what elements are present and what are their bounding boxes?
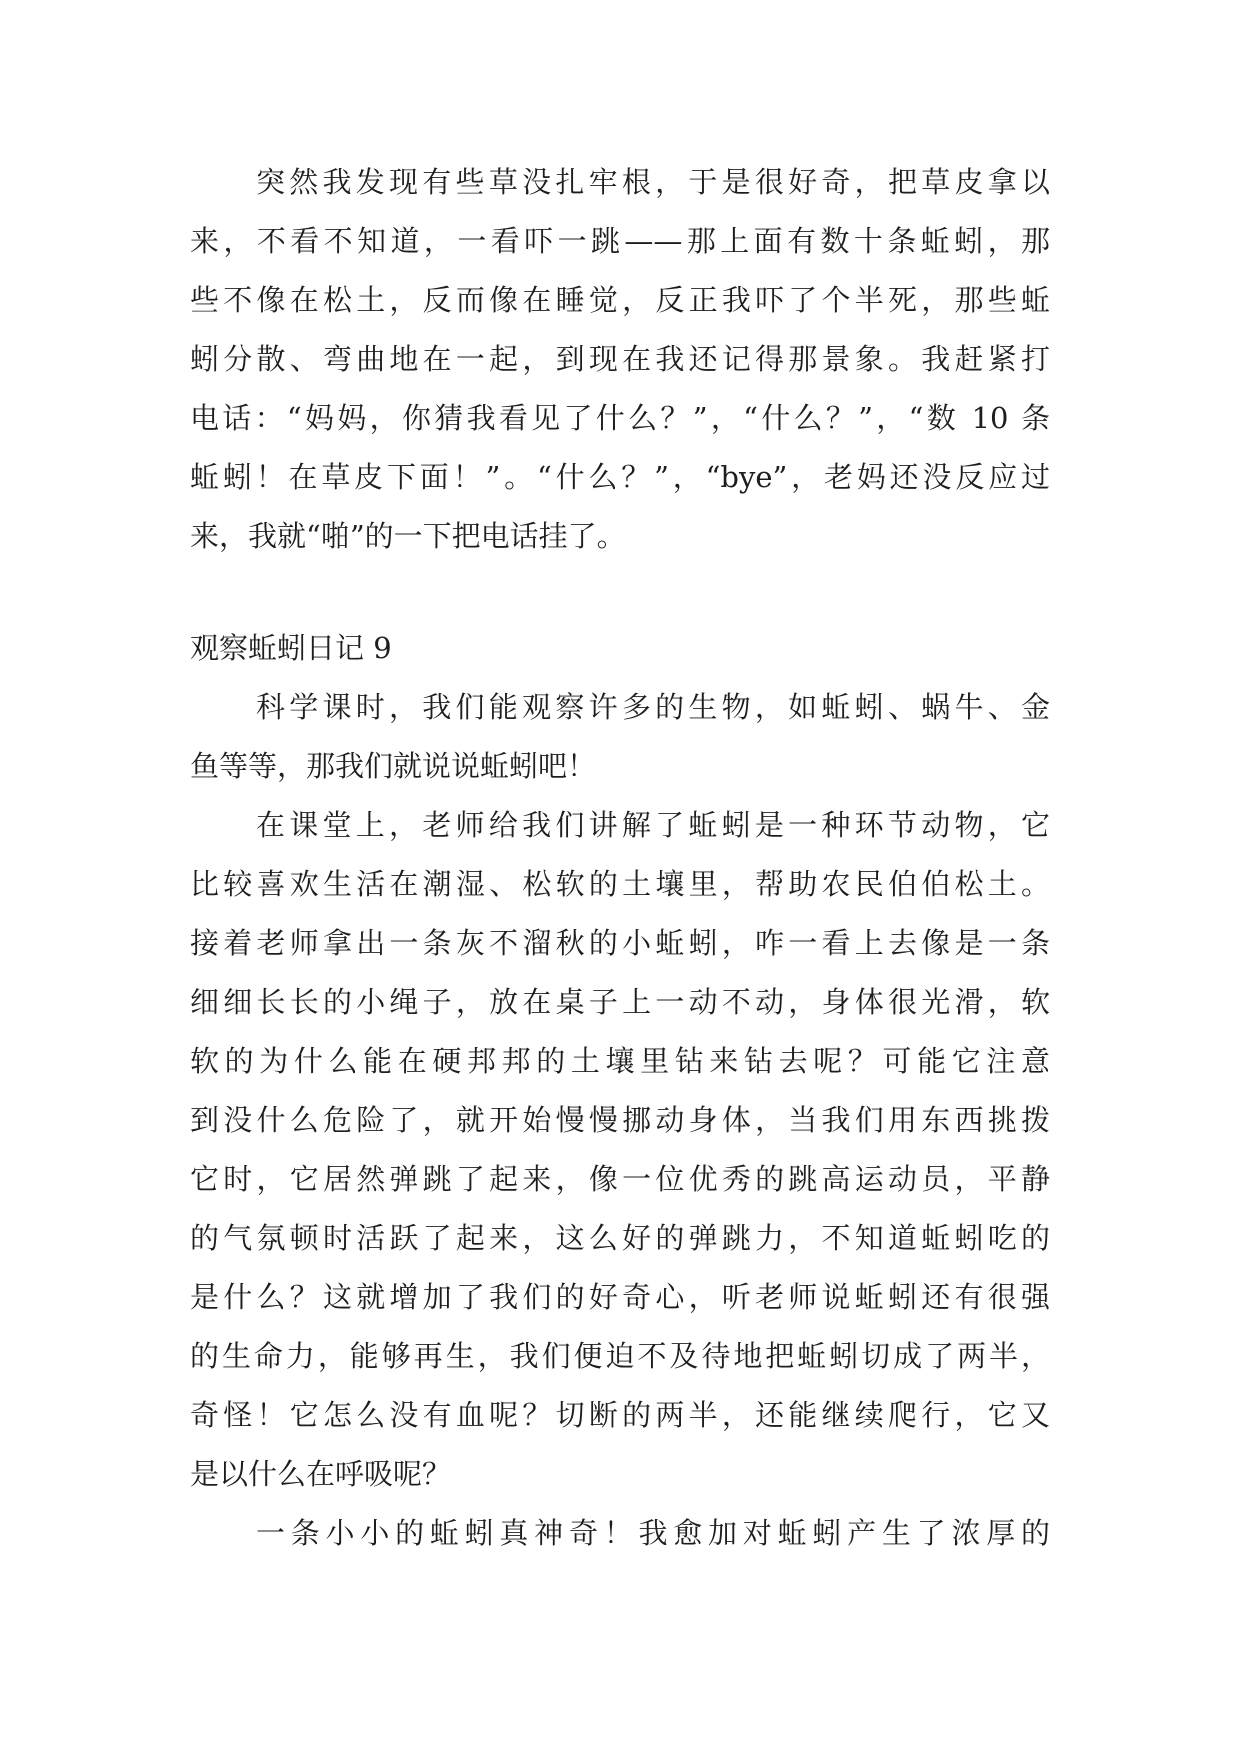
paragraph-line: 科学课时，我们能观察许多的生物，如蚯蚓、蜗牛、金 xyxy=(256,690,1050,724)
paragraph-line: 是什么？这就增加了我们的好奇心，听老师说蚯蚓还有很强 xyxy=(190,1280,1050,1314)
paragraph-line: 鱼等等，那我们就说说蚯蚓吧！ xyxy=(190,749,597,783)
paragraph-line: 电话：“妈妈，你猜我看见了什么？”，“什么？”，“数 10 条 xyxy=(190,401,1050,435)
section-title: 观察蚯蚓日记 9 xyxy=(190,631,392,665)
paragraph-line: 在课堂上，老师给我们讲解了蚯蚓是一种环节动物，它 xyxy=(256,808,1050,842)
paragraph-line: 些不像在松土，反而像在睡觉，反正我吓了个半死，那些蚯 xyxy=(190,283,1050,317)
paragraph-line: 软的为什么能在硬邦邦的土壤里钻来钻去呢？可能它注意 xyxy=(190,1044,1050,1078)
paragraph-line: 比较喜欢生活在潮湿、松软的土壤里，帮助农民伯伯松土。 xyxy=(190,867,1050,901)
paragraph-line: 突然我发现有些草没扎牢根，于是很好奇，把草皮拿以 xyxy=(256,165,1050,199)
paragraph-line: 接着老师拿出一条灰不溜秋的小蚯蚓，咋一看上去像是一条 xyxy=(190,926,1050,960)
paragraph-line: 来，我就“啪”的一下把电话挂了。 xyxy=(190,519,626,553)
paragraph-line: 蚯蚓！在草皮下面！”。“什么？”，“bye”，老妈还没反应过 xyxy=(190,460,1050,494)
paragraph-line: 它时，它居然弹跳了起来，像一位优秀的跳高运动员，平静 xyxy=(190,1162,1050,1196)
paragraph-line: 细细长长的小绳子，放在桌子上一动不动，身体很光滑，软 xyxy=(190,985,1050,1019)
paragraph-line: 来，不看不知道，一看吓一跳——那上面有数十条蚯蚓，那 xyxy=(190,224,1050,258)
paragraph-line: 的气氛顿时活跃了起来，这么好的弹跳力，不知道蚯蚓吃的 xyxy=(190,1221,1050,1255)
paragraph-line: 是以什么在呼吸呢？ xyxy=(190,1457,452,1491)
paragraph-line: 的生命力，能够再生，我们便迫不及待地把蚯蚓切成了两半， xyxy=(190,1339,1050,1373)
paragraph-line: 奇怪！它怎么没有血呢？切断的两半，还能继续爬行，它又 xyxy=(190,1398,1050,1432)
paragraph-line: 一条小小的蚯蚓真神奇！我愈加对蚯蚓产生了浓厚的 xyxy=(256,1516,1050,1550)
paragraph-line: 蚓分散、弯曲地在一起，到现在我还记得那景象。我赶紧打 xyxy=(190,342,1050,376)
paragraph-line: 到没什么危险了，就开始慢慢挪动身体，当我们用东西挑拨 xyxy=(190,1103,1050,1137)
